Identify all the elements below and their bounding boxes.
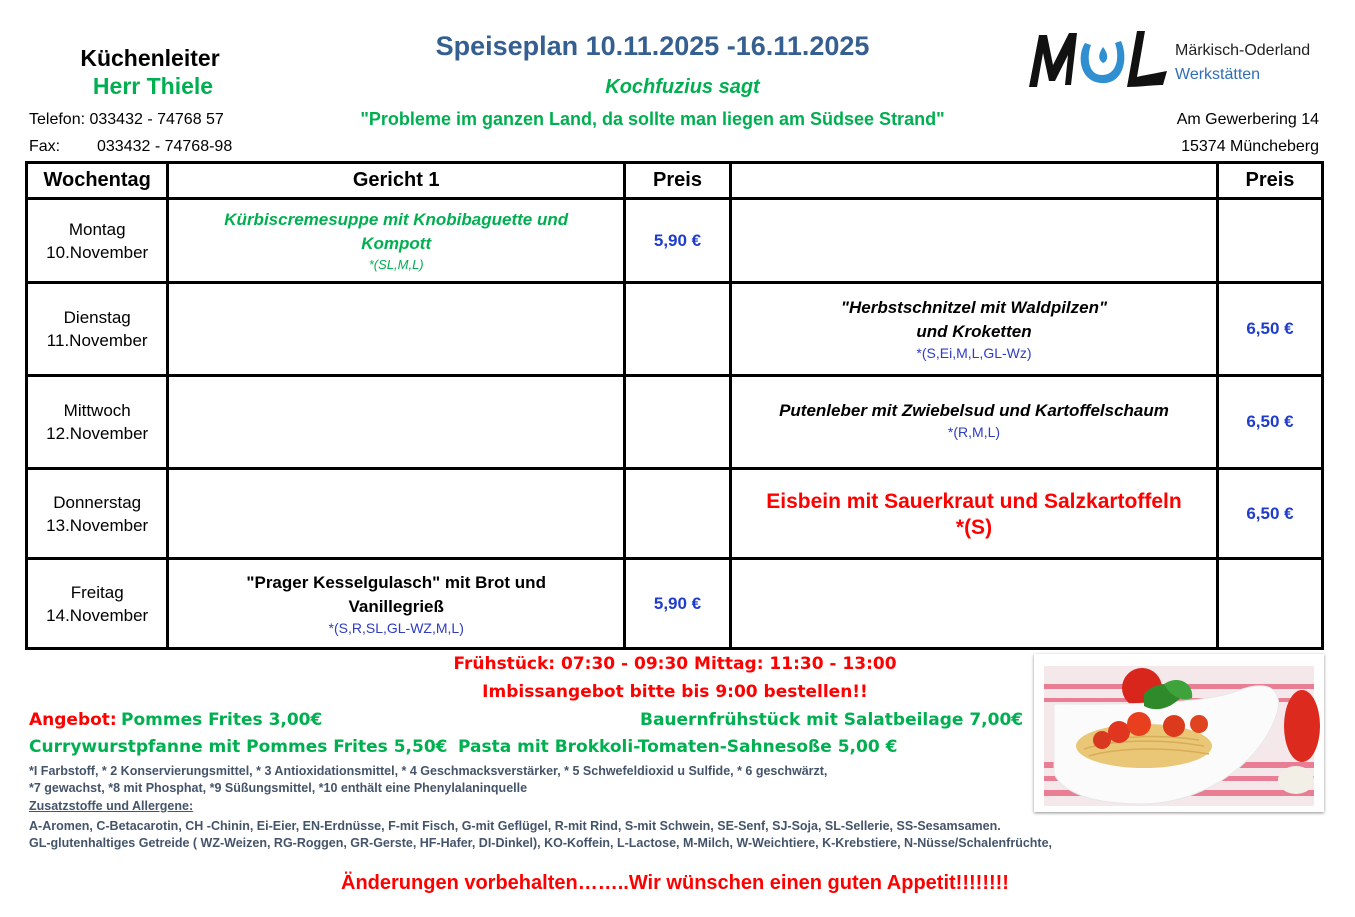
menu-table	[25, 161, 1324, 650]
column-header-weekday: Wochentag	[27, 163, 168, 199]
subtitle: Kochfuzius sagt	[605, 76, 760, 98]
table-row	[27, 376, 1323, 469]
table-row	[27, 199, 1323, 283]
kitchen-manager-title: Küchenleiter	[80, 45, 220, 71]
dish-allergens: *(S,R,SL,GL-WZ,M,L)	[328, 619, 464, 636]
weekday: Dienstag	[63, 308, 131, 327]
dish-name-line1: "Herbstschnitzel mit Waldpilzen"	[840, 298, 1108, 317]
weekday: Montag	[68, 219, 126, 239]
dish-name: Putenleber mit Zwiebelsud und Kartoffelschaum	[779, 401, 1169, 420]
weekday-cell	[27, 376, 168, 469]
weekday-cell	[27, 469, 168, 559]
price1-cell: 5,90 €	[624, 559, 730, 649]
address-street: Am Gewerbering 14	[1176, 111, 1319, 128]
dish-allergens: *(R,M,L)	[947, 424, 1001, 440]
price1-cell: 5,90 €	[624, 199, 730, 283]
table-header-row	[27, 163, 1323, 199]
weekday: Donnerstag	[53, 492, 142, 512]
price2-cell	[1217, 559, 1322, 649]
dish1-cell	[168, 469, 625, 559]
table-row	[27, 559, 1323, 649]
logo-text-line2: Werkstätten	[1175, 66, 1261, 83]
offer-item: Pommes Frites 3,00€	[121, 710, 323, 730]
date: 10.November	[46, 242, 149, 262]
price1-cell	[624, 283, 730, 376]
table-row	[27, 469, 1323, 559]
fax-value: 033432 - 74768-98	[97, 138, 233, 155]
dish-allergens: *(S,Ei,M,L,GL-Wz)	[916, 345, 1032, 361]
weekday: Mittwoch	[63, 401, 131, 420]
dish-allergens: *(S)	[955, 515, 993, 539]
phone-number: Telefon: 033432 - 74768 57	[29, 111, 224, 128]
price2-cell	[1217, 199, 1322, 283]
pasta-image	[1034, 654, 1324, 812]
price1-cell	[624, 376, 730, 469]
dish-name: Eisbein mit Sauerkraut und Salzkartoffeln	[766, 489, 1182, 513]
column-header-price1: Preis	[624, 163, 730, 199]
mol-logo	[1025, 25, 1175, 93]
offer-item: Currywurstpfanne mit Pommes Frites 5,50€	[29, 737, 448, 757]
dish2-cell	[731, 199, 1218, 283]
date: 14.November	[46, 605, 149, 625]
quote: "Probleme im ganzen Land, da sollte man liegen am Südsee Strand"	[360, 109, 945, 129]
dish2-cell	[731, 559, 1218, 649]
date: 11.November	[46, 331, 148, 350]
allergens-heading: Zusatzstoffe und Allergene:	[29, 799, 194, 813]
offer-label: Angebot:	[29, 710, 117, 730]
offer-item: Pasta mit Brokkoli-Tomaten-Sahnesoße 5,00 €	[458, 737, 898, 757]
allergens-line: A-Aromen, C-Betacarotin, CH -Chinin, Ei-Eier, EN-Erdnüsse, F-mit Fisch, G-mit Geflügel, R-mit Rind, S-mit Schwein, SE-Senf, SJ-Soja, SL-Sellerie, SS-Sesamsamen.	[29, 819, 1001, 833]
price2-cell: 6,50 €	[1217, 376, 1322, 469]
kitchen-manager-name: Herr Thiele	[92, 73, 214, 99]
dish-name-line2: und Kroketten	[916, 322, 1032, 341]
dish2-cell	[731, 376, 1218, 469]
weekday-cell	[27, 199, 168, 283]
column-header-price2: Preis	[1217, 163, 1322, 199]
fax-number	[29, 138, 232, 156]
date: 13.November	[46, 515, 149, 535]
dish1-cell	[168, 376, 625, 469]
dish-name: "Prager Kesselgulasch" mit Brot und Vanillegrieß	[246, 572, 546, 616]
closing-message: Änderungen vorbehalten……..Wir wünschen einen guten Appetit!!!!!!!!	[341, 872, 1009, 894]
price2-cell: 6,50 €	[1217, 469, 1322, 559]
dish2-cell	[731, 469, 1218, 559]
fax-label: Fax:	[29, 138, 61, 155]
dish1-cell	[168, 559, 625, 649]
dish-name: Kürbiscremesuppe mit Knobibaguette und Kompott	[224, 209, 569, 253]
order-note: Imbissangebot bitte bis 9:00 bestellen!!	[482, 682, 868, 702]
date: 12.November	[46, 424, 149, 443]
dish-allergens: *(SL,M,L)	[368, 256, 424, 272]
weekday: Freitag	[70, 582, 124, 602]
weekday-cell	[27, 559, 168, 649]
table-row	[27, 283, 1323, 376]
dish2-cell	[731, 283, 1218, 376]
allergens-line: GL-glutenhaltiges Getreide ( WZ-Weizen, RG-Roggen, GR-Gerste, HF-Hafer, DI-Dinkel), KO-Koffein, L-Lactose, M-Milch, W-Weichtiere, K-Krebstiere, N-Nüsse/Schalenfrüchte,	[29, 836, 1053, 850]
price1-cell	[624, 469, 730, 559]
column-header-dish1: Gericht 1	[168, 163, 625, 199]
pasta-photo	[1034, 654, 1324, 812]
offer-item: Bauernfrühstück mit Salatbeilage 7,00€	[640, 710, 1024, 730]
logo-text-line1: Märkisch-Oderland	[1175, 42, 1311, 59]
additives-line: *7 gewachst, *8 mit Phosphat, *9 Süßungsmittel, *10 enthält eine Phenylalaninquelle	[29, 781, 528, 795]
additives-line: *I Farbstoff, * 2 Konservierungsmittel, * 3 Antioxidationsmittel, * 4 Geschmacksverstärker, * 5 Schwefeldioxid u Sulfide, * 6 geschwärzt,	[29, 764, 828, 778]
dish1-cell	[168, 199, 625, 283]
opening-hours: Frühstück: 07:30 - 09:30 Mittag: 11:30 - 13:00	[453, 654, 897, 674]
weekday-cell	[27, 283, 168, 376]
address-city: 15374 Müncheberg	[1181, 138, 1319, 155]
page-title: Speiseplan 10.11.2025 -16.11.2025	[435, 31, 870, 61]
dish1-cell	[168, 283, 625, 376]
price2-cell: 6,50 €	[1217, 283, 1322, 376]
column-header-dish2	[731, 163, 1218, 199]
